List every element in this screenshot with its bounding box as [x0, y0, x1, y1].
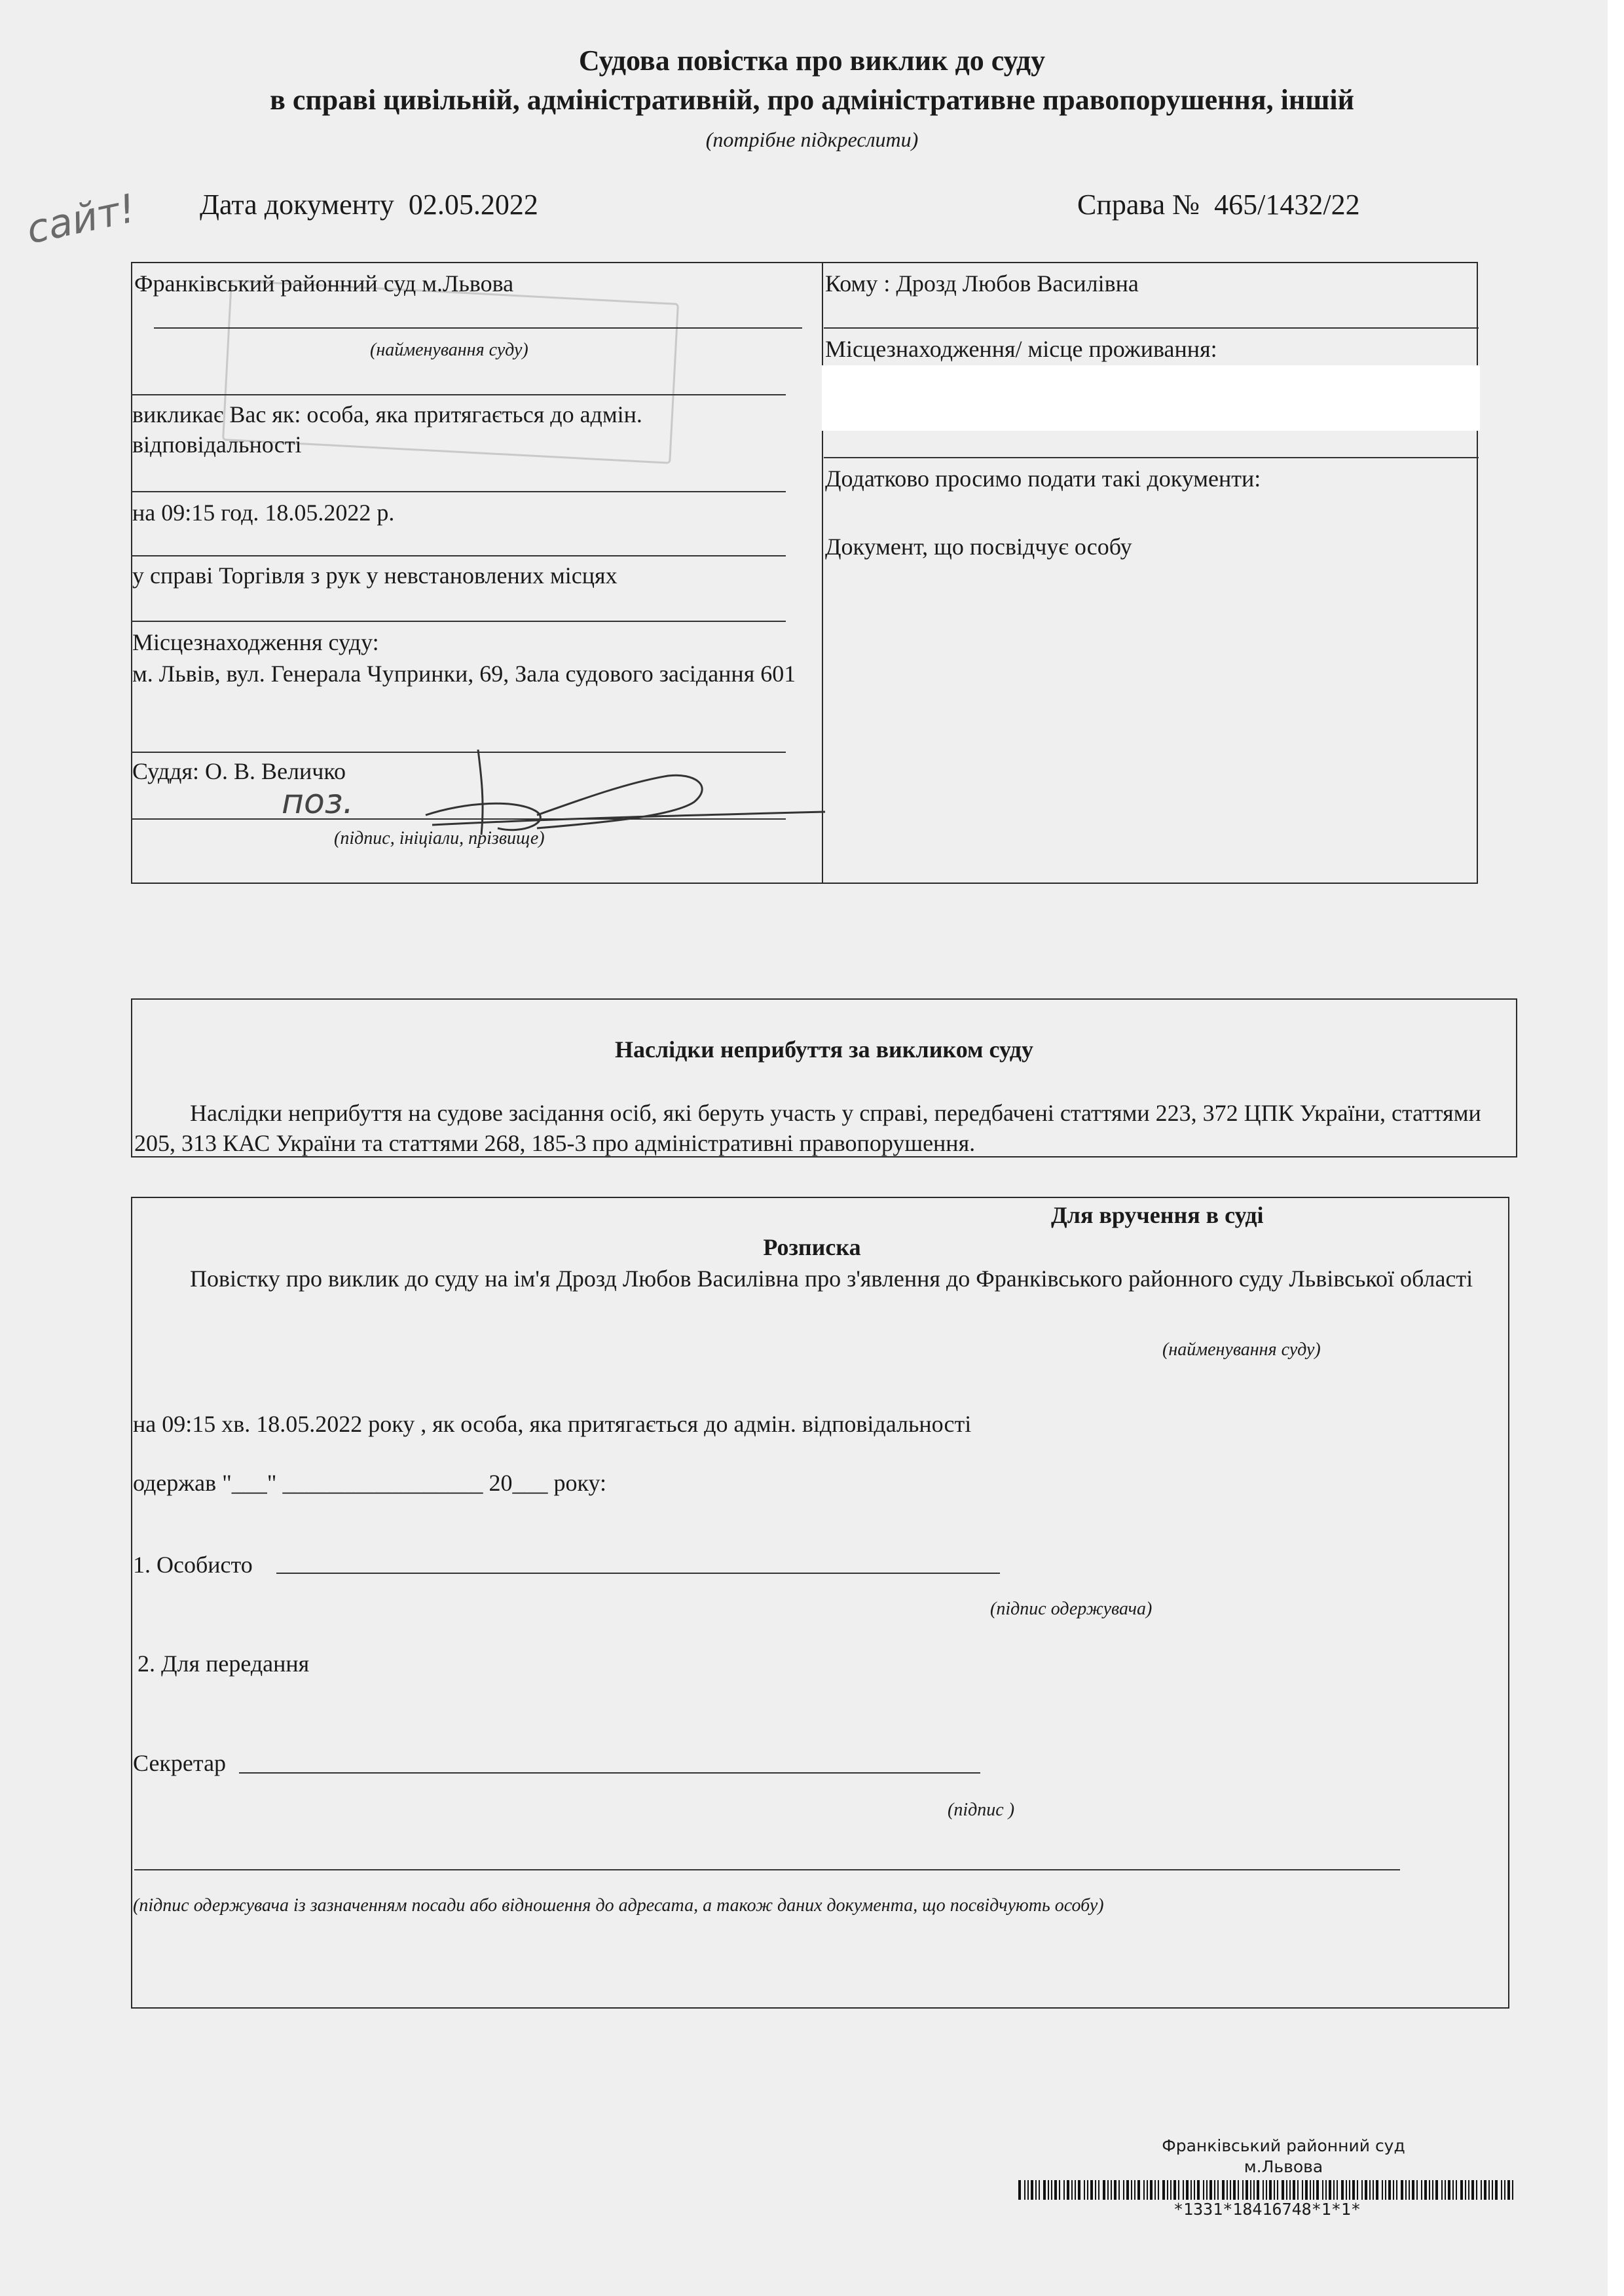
case-number — [1077, 190, 1360, 220]
barcode-bar — [1382, 2180, 1383, 2200]
barcode-bar — [1167, 2180, 1168, 2200]
barcode-bar — [1206, 2180, 1208, 2200]
barcode-bar — [1445, 2180, 1446, 2200]
barcode-bar — [1118, 2180, 1120, 2200]
barcode-bar — [1316, 2180, 1319, 2200]
barcode-bar — [1282, 2180, 1284, 2200]
barcode-bars — [1018, 2180, 1516, 2200]
barcode-bar — [1183, 2180, 1184, 2200]
court-name: Франківський районний суд м.Львова — [134, 270, 514, 297]
barcode-bar — [1435, 2180, 1438, 2200]
receiver-signature-line[interactable] — [134, 1869, 1400, 1870]
consequences-title: Наслідки неприбуття за викликом суду — [615, 1036, 1033, 1063]
barcode-bar — [1197, 2180, 1200, 2200]
barcode-bar — [1393, 2180, 1394, 2200]
barcode-code: *1331*18416748*1*1* — [1173, 2200, 1361, 2219]
title-note: (потрібне підкреслити) — [705, 128, 919, 151]
barcode-bar — [1246, 2180, 1248, 2200]
barcode-bar — [1147, 2180, 1148, 2200]
barcode-bar — [1048, 2180, 1049, 2200]
barcode-bar — [1352, 2180, 1355, 2200]
barcode-bar — [1432, 2180, 1433, 2200]
barcode-bar — [1333, 2180, 1335, 2200]
redacted-address — [822, 365, 1480, 431]
barcode-bar — [1051, 2180, 1052, 2200]
barcode-bar — [1233, 2180, 1236, 2200]
barcode-bar — [1297, 2180, 1299, 2200]
divider — [154, 327, 802, 329]
recipient-location-label: Місцезнаходження/ місце проживання: — [825, 336, 1217, 362]
barcode-bar — [1452, 2180, 1454, 2200]
barcode-bar — [1468, 2180, 1469, 2200]
barcode-bar — [1126, 2180, 1129, 2200]
barcode-bar — [1305, 2180, 1308, 2200]
barcode-bar — [1266, 2180, 1267, 2200]
barcode-bar — [1222, 2180, 1225, 2200]
barcode-bar — [1277, 2180, 1278, 2200]
barcode-bar — [1087, 2180, 1088, 2200]
barcode-bar — [1313, 2180, 1314, 2200]
barcode-bar — [1274, 2180, 1275, 2200]
title-line2: в справі цивільній, адміністративній, про адміністративне правопорушення, іншій — [270, 84, 1354, 116]
barcode-bar — [1385, 2180, 1386, 2200]
handwritten-note: сайт! — [22, 185, 140, 253]
barcode-bar — [1173, 2180, 1176, 2200]
title-line1: Судова повістка про виклик до суду — [578, 45, 1046, 77]
barcode-bar — [1158, 2180, 1159, 2200]
receipt-time-line: на 09:15 хв. 18.05.2022 року , як особа, яка притягається до адмін. відповідальності — [133, 1411, 972, 1437]
personally-label: 1. Особисто — [133, 1552, 253, 1578]
barcode-bar — [1107, 2180, 1109, 2200]
barcode-bar — [1186, 2180, 1189, 2200]
barcode-bar — [1230, 2180, 1231, 2200]
barcode-bar — [1357, 2180, 1358, 2200]
barcode-bar — [1495, 2180, 1498, 2200]
barcode-bar — [1448, 2180, 1450, 2200]
divider — [131, 621, 786, 622]
receipt-line1: Повістку про виклик до суду на ім'я Дрозд Любов Василівна про з'явлення до Франківського районного суду Львівської області — [190, 1266, 1473, 1292]
barcode-bar — [1361, 2180, 1363, 2200]
barcode-bar — [1263, 2180, 1264, 2200]
barcode-bar — [1269, 2180, 1272, 2200]
barcode-bar — [1424, 2180, 1427, 2200]
barcode-court-line2: м.Львова — [1244, 2157, 1323, 2176]
barcode-bar — [1227, 2180, 1228, 2200]
secretary-caption: (підпис ) — [948, 1800, 1015, 1820]
barcode-bar — [1031, 2180, 1033, 2200]
barcode-bar — [1071, 2180, 1073, 2200]
court-caption: (найменування суду) — [370, 340, 528, 360]
barcode-bar — [1114, 2180, 1116, 2200]
barcode-bar — [1388, 2180, 1391, 2200]
barcode-bar — [1238, 2180, 1239, 2200]
signature-initials: поз. — [282, 782, 354, 822]
barcode-bar — [1035, 2180, 1037, 2200]
barcode-bar — [1302, 2180, 1303, 2200]
barcode-bar — [1325, 2180, 1327, 2200]
barcode-bar — [1039, 2180, 1040, 2200]
barcode-bar — [1293, 2180, 1295, 2200]
personally-caption: (підпис одержувача) — [990, 1599, 1153, 1619]
summons-as: викликає Вас як: особа, яка притягається до адмін. відповідальності — [132, 401, 642, 458]
case-label: Справа № — [1077, 189, 1200, 221]
divider — [131, 555, 786, 556]
transfer-label: 2. Для передання — [138, 1650, 310, 1677]
judge: Суддя: О. В. Величко — [132, 758, 346, 784]
barcode-bar — [1346, 2180, 1347, 2200]
hearing-time: на 09:15 год. 18.05.2022 р. — [132, 500, 395, 526]
barcode-bar — [1471, 2180, 1474, 2200]
barcode-bar — [1084, 2180, 1085, 2200]
doc-date-label: Дата документу — [200, 189, 394, 221]
barcode-bar — [1337, 2180, 1338, 2200]
secretary-signature-line[interactable] — [239, 1772, 980, 1774]
barcode-bar — [1095, 2180, 1096, 2200]
receipt-court-caption: (найменування суду) — [1162, 1339, 1321, 1360]
barcode-bar — [1416, 2180, 1418, 2200]
barcode-bar — [1429, 2180, 1430, 2200]
barcode-bar — [1217, 2180, 1219, 2200]
barcode-bar — [1214, 2180, 1215, 2200]
barcode-bar — [1043, 2180, 1046, 2200]
barcode-bar — [1054, 2180, 1057, 2200]
barcode-bar — [1162, 2180, 1165, 2200]
barcode-bar — [1024, 2180, 1025, 2200]
barcode-bar — [1441, 2180, 1443, 2200]
divider — [131, 394, 786, 395]
received-line: одержав "___" _________________ 20___ року: — [133, 1470, 607, 1496]
barcode-bar — [1090, 2180, 1093, 2200]
barcode-bar — [1504, 2180, 1505, 2200]
barcode-bar — [1465, 2180, 1466, 2200]
barcode-bar — [1178, 2180, 1179, 2200]
barcode-bar — [1067, 2180, 1069, 2200]
extra-docs-value: Документ, що посвідчує особу — [825, 534, 1132, 560]
barcode-bar — [1481, 2180, 1482, 2200]
secretary-label: Секретар — [133, 1750, 227, 1776]
judge-caption: (підпис, ініціали, прізвище) — [334, 828, 545, 848]
personally-signature-line[interactable] — [276, 1573, 1000, 1574]
barcode-bar — [1154, 2180, 1156, 2200]
barcode-bar — [1289, 2180, 1291, 2200]
court-location-value: м. Львів, вул. Генерала Чупринки, 69, Зала судового засідання 601 — [132, 661, 796, 687]
barcode-bar — [1123, 2180, 1124, 2200]
divider — [824, 327, 1479, 329]
divider — [824, 457, 1479, 458]
receipt-title: Розписка — [763, 1234, 861, 1260]
barcode-court-line1: Франківський районний суд — [1162, 2136, 1405, 2155]
barcode-bar — [1253, 2180, 1255, 2200]
barcode-bar — [1365, 2180, 1367, 2200]
barcode-bar — [1134, 2180, 1135, 2200]
receipt-box — [131, 1197, 1509, 2009]
barcode-bar — [1286, 2180, 1287, 2200]
barcode-bar — [1150, 2180, 1153, 2200]
barcode-bar — [1203, 2180, 1204, 2200]
barcode-bar — [1492, 2180, 1493, 2200]
barcode-bar — [1063, 2180, 1065, 2200]
barcode-bar — [1170, 2180, 1172, 2200]
barcode-bar — [1376, 2180, 1378, 2200]
barcode-bar — [1512, 2180, 1513, 2200]
barcode-bar — [1501, 2180, 1502, 2200]
barcode-bar — [1018, 2180, 1021, 2200]
barcode-bar — [1507, 2180, 1510, 2200]
barcode-bar — [1310, 2180, 1311, 2200]
barcode-bar — [1111, 2180, 1112, 2200]
barcode-bar — [1322, 2180, 1323, 2200]
barcode-bar — [1257, 2180, 1259, 2200]
recipient: Кому : Дрозд Любов Василівна — [825, 270, 1139, 297]
barcode-bar — [1103, 2180, 1105, 2200]
barcode-bar — [1027, 2180, 1029, 2200]
barcode-bar — [1143, 2180, 1145, 2200]
consequences-text: Наслідки неприбуття на судове засідання осіб, які беруть участь у справі, передбачені статтями 223, 372 ЦПК України, статтями 205, 313 КАС України та статтями 268, 185-3 про адміністративні правопорушення. — [134, 1100, 1481, 1156]
barcode-bar — [1190, 2180, 1192, 2200]
barcode-bar — [1250, 2180, 1251, 2200]
barcode-bar — [1369, 2180, 1371, 2200]
barcode-bar — [1476, 2180, 1477, 2200]
barcode-bar — [1349, 2180, 1350, 2200]
barcode-bar — [1341, 2180, 1344, 2200]
barcode-bar — [1059, 2180, 1060, 2200]
barcode-bar — [1456, 2180, 1457, 2200]
divider — [131, 491, 786, 492]
barcode-bar — [1373, 2180, 1374, 2200]
barcode-bar — [1401, 2180, 1403, 2200]
case-subject: у справі Торгівля з рук у невстановлених місцях — [132, 562, 618, 589]
barcode-court — [1100, 2136, 1467, 2178]
barcode-bar — [1209, 2180, 1212, 2200]
barcode-bar — [1131, 2180, 1132, 2200]
delivery-note: Для вручення в суді — [1051, 1202, 1264, 1228]
case-value: 465/1432/22 — [1214, 189, 1360, 221]
court-location-label: Місцезнаходження суду: — [132, 629, 379, 655]
barcode-bar — [1484, 2180, 1486, 2200]
barcode-bar — [1460, 2180, 1463, 2200]
barcode-bar — [1488, 2180, 1490, 2200]
barcode-bar — [1409, 2180, 1410, 2200]
barcode-bar — [1412, 2180, 1414, 2200]
barcode-bar — [1421, 2180, 1422, 2200]
footer-caption: (підпис одержувача із зазначенням посади або відношення до адресата, а також даних документа, що посвідчують особу) — [133, 1895, 1104, 1916]
barcode-bar — [1194, 2180, 1195, 2200]
barcode-bar — [1098, 2180, 1099, 2200]
barcode-bar — [1137, 2180, 1140, 2200]
barcode-bar — [1396, 2180, 1397, 2200]
doc-date — [200, 190, 538, 220]
barcode-bar — [1078, 2180, 1080, 2200]
barcode-bar — [1405, 2180, 1407, 2200]
barcode-bar — [1242, 2180, 1244, 2200]
barcode-bar — [1075, 2180, 1076, 2200]
doc-date-value: 02.05.2022 — [408, 189, 538, 221]
extra-docs-label: Додатково просимо подати такі документи: — [825, 465, 1261, 492]
page-edge — [1608, 0, 1624, 2296]
barcode-bar — [1329, 2180, 1331, 2200]
divider — [131, 818, 786, 820]
